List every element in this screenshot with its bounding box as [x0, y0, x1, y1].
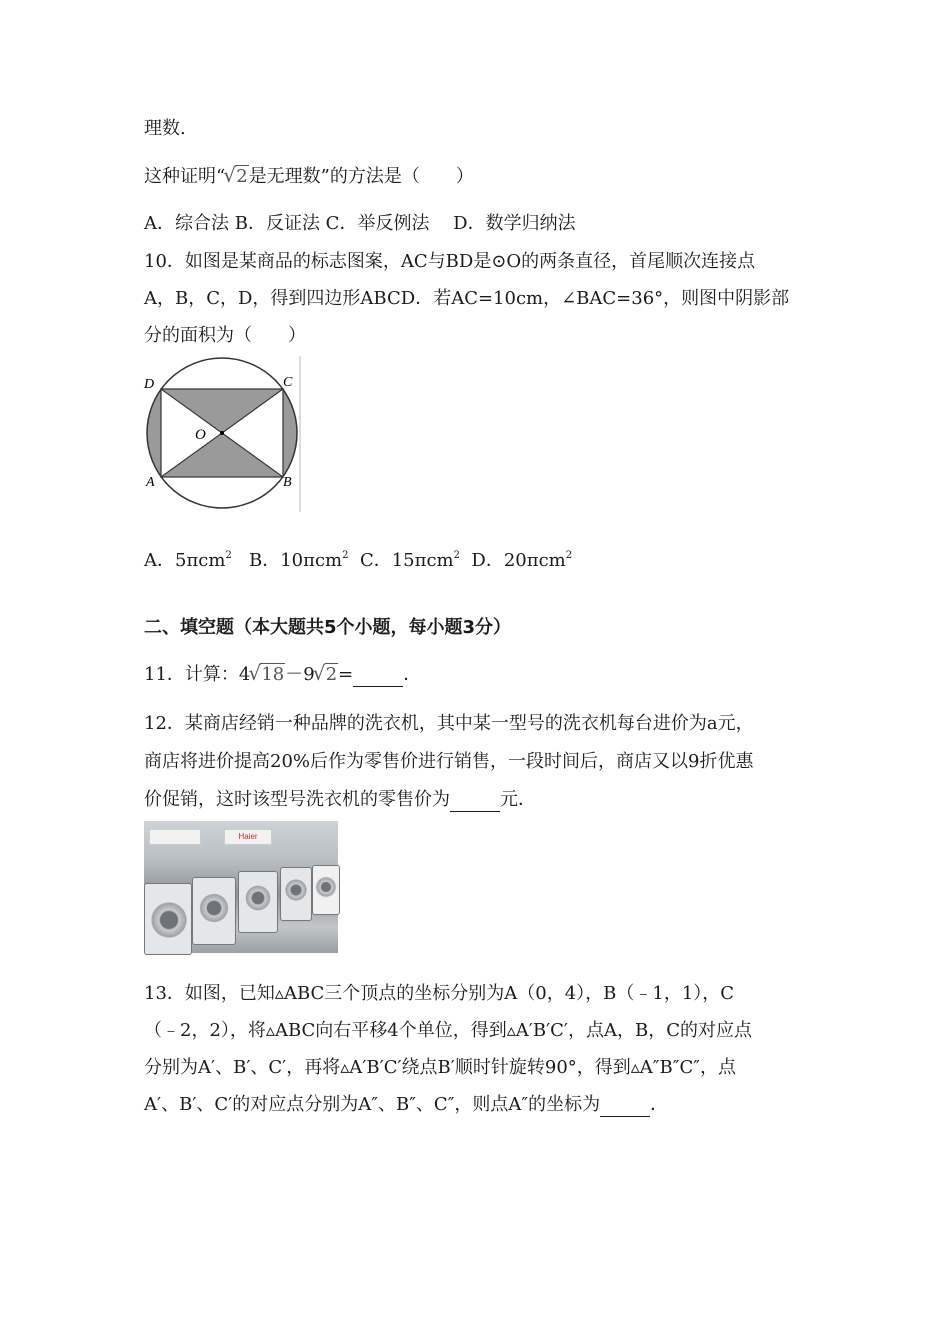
label-o: O [195, 427, 206, 443]
sqrt-icon: √ 18 [250, 663, 285, 687]
shaded-triangle-top [161, 389, 283, 433]
center-dot [220, 431, 224, 435]
q13-line4: A′、B′、C′的对应点分别为A″、B″、C″，则点A″的坐标为 ． [144, 1094, 669, 1115]
q9-radicand: 2 [236, 166, 248, 187]
q9-stem [144, 165, 474, 189]
q12-line2: 商店将进价提高20%后作为零售价进行销售，一段时间后，商店又以9折优惠 [144, 751, 754, 772]
q10-line2: A，B，C，D，得到四边形ABCD．若AC=10cm，∠BAC=36°，则图中阴影部 [144, 288, 790, 309]
q10-options: A．5πcm$^2$ B．10πcm$^2$ C．15πcm$^2$ D．20πcm$^2$ [144, 550, 573, 571]
answer-blank [450, 793, 500, 812]
q9-stem-pre: 这种证明“ [144, 166, 226, 187]
label-d: D [144, 377, 155, 392]
section-2-title: 二、填空题（本大题共5个小题，每小题3分） [144, 617, 512, 638]
shaded-triangle-bottom [161, 433, 283, 477]
answer-blank [600, 1098, 650, 1117]
q10-opt-d: D．20πcm [471, 550, 566, 571]
washer-3 [238, 871, 278, 933]
label-b: B [283, 475, 292, 490]
q9-options: A．综合法 B．反证法 C．举反例法 D．数学归纳法 [144, 213, 576, 234]
q10-opt-a: A．5πcm [144, 550, 226, 571]
washer-4 [280, 867, 312, 921]
washer-2 [192, 877, 236, 945]
q12-line3: 价促销，这时该型号洗衣机的零售价为 元． [144, 789, 536, 810]
q13-line2: （﹣2，2），将▵ABC向右平移4个单位，得到▵A′B′C′，点A，B，C的对应点 [144, 1020, 753, 1041]
answer-blank [353, 668, 403, 687]
q12-line1: 12．某商店经销一种品牌的洗衣机，其中某一型号的洗衣机每台进价为a元， [144, 713, 754, 734]
q13-line1: 13．如图，已知▵ABC三个顶点的坐标分别为A（0，4），B（﹣1，1），C [144, 983, 735, 1004]
washing-machine-photo [144, 821, 338, 953]
store-sign [149, 829, 201, 845]
sqrt-icon [225, 165, 248, 189]
washer-5 [312, 865, 340, 915]
q10-line1: 10．如图是某商品的标志图案，AC与BD是⊙O的两条直径，首尾顺次连接点 [144, 251, 756, 272]
sqrt-icon: √ 2 [315, 663, 338, 687]
q11: 11．计算：4√ 18－9√ 2= ． [144, 663, 421, 687]
circle-quadrilateral-figure [140, 356, 310, 516]
q10-line3: 分的面积为（ ） [144, 325, 306, 346]
q9-tail: 理数. [144, 118, 186, 139]
label-a: A [146, 475, 155, 490]
washer-1 [144, 883, 192, 955]
q10-opt-b: B．10πcm [248, 550, 343, 571]
q10-opt-c: C．15πcm [359, 550, 454, 571]
q9-stem-post: 是无理数”的方法是（ ） [248, 166, 474, 187]
brand-sign: Haier [224, 829, 272, 845]
label-c: C [283, 375, 293, 390]
q13-line3: 分别为A′、B′、C′，再将▵A′B′C′绕点B′顺时针旋转90°，得到▵A″B″C″，点 [144, 1057, 736, 1078]
